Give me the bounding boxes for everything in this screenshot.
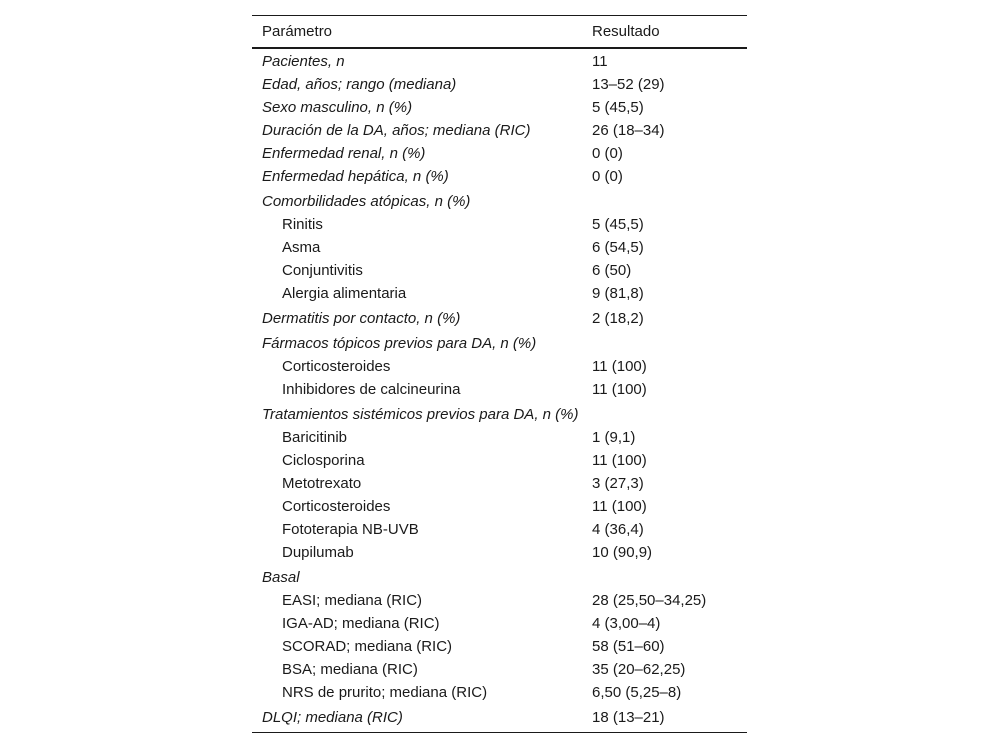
row-result: 6,50 (5,25–8) <box>592 684 682 701</box>
table-row <box>252 403 747 426</box>
row-param: Dermatitis por contacto, n (%) <box>262 310 461 327</box>
row-param: Conjuntivitis <box>282 262 363 279</box>
table-row <box>252 282 747 305</box>
row-param: BSA; mediana (RIC) <box>282 661 418 678</box>
row-param: Corticosteroides <box>282 358 391 375</box>
row-param: Rinitis <box>282 216 323 233</box>
row-param: Enfermedad hepática, n (%) <box>262 168 449 185</box>
row-result: 11 (100) <box>592 381 647 398</box>
row-param: Corticosteroides <box>282 498 391 515</box>
table-row <box>252 213 747 236</box>
row-param: Ciclosporina <box>282 452 365 469</box>
table-row <box>252 612 747 635</box>
row-result: 1 (9,1) <box>592 429 636 446</box>
row-result: 2 (18,2) <box>592 310 644 327</box>
row-result: 26 (18–34) <box>592 122 665 139</box>
row-result: 4 (3,00–4) <box>592 615 661 632</box>
table-row <box>252 706 747 729</box>
table-bottom-rule <box>252 732 747 733</box>
table-row <box>252 378 747 401</box>
row-param: IGA-AD; mediana (RIC) <box>282 615 440 632</box>
header-param: Parámetro <box>262 23 333 40</box>
row-param: Tratamientos sistémicos previos para DA, n (%) <box>262 406 579 423</box>
table-row <box>252 332 747 355</box>
row-result: 11 (100) <box>592 358 647 375</box>
table-row <box>252 658 747 681</box>
row-param: Basal <box>262 569 300 586</box>
table-row <box>252 426 747 449</box>
row-result: 5 (45,5) <box>592 99 644 116</box>
row-result: 5 (45,5) <box>592 216 644 233</box>
row-param: Edad, años; rango (mediana) <box>262 76 457 93</box>
table-row <box>252 495 747 518</box>
row-param: SCORAD; mediana (RIC) <box>282 638 453 655</box>
table-row <box>252 96 747 119</box>
table-row <box>252 190 747 213</box>
table-row <box>252 681 747 704</box>
row-param: Duración de la DA, años; mediana (RIC) <box>262 122 531 139</box>
row-param: EASI; mediana (RIC) <box>282 592 423 609</box>
row-result: 11 (100) <box>592 498 647 515</box>
table-row <box>252 566 747 589</box>
table-row <box>252 635 747 658</box>
row-result: 35 (20–62,25) <box>592 661 686 678</box>
row-param: Enfermedad renal, n (%) <box>262 145 426 162</box>
row-result: 28 (25,50–34,25) <box>592 592 707 609</box>
row-result: 10 (90,9) <box>592 544 653 561</box>
header-result: Resultado <box>592 23 660 40</box>
table-row <box>252 518 747 541</box>
table-row <box>252 165 747 188</box>
table-row <box>252 589 747 612</box>
table-row <box>252 259 747 282</box>
table-row <box>252 73 747 96</box>
row-param: Fototerapia NB-UVB <box>282 521 419 538</box>
row-param: Sexo masculino, n (%) <box>262 99 413 116</box>
table-row <box>252 119 747 142</box>
row-param: Pacientes, n <box>262 53 345 70</box>
row-param: Fármacos tópicos previos para DA, n (%) <box>262 335 537 352</box>
row-result: 11 (100) <box>592 452 647 469</box>
table-header <box>252 16 747 47</box>
row-param: NRS de prurito; mediana (RIC) <box>282 684 488 701</box>
data-table <box>252 15 747 733</box>
row-param: Asma <box>282 239 321 256</box>
row-param: Inhibidores de calcineurina <box>282 381 461 398</box>
row-param: DLQI; mediana (RIC) <box>262 709 403 726</box>
row-result: 6 (54,5) <box>592 239 644 256</box>
row-result: 18 (13–21) <box>592 709 665 726</box>
row-result: 13–52 (29) <box>592 76 665 93</box>
row-result: 58 (51–60) <box>592 638 665 655</box>
table-body <box>252 49 747 732</box>
table-row <box>252 541 747 564</box>
table-row <box>252 236 747 259</box>
row-param: Comorbilidades atópicas, n (%) <box>262 193 471 210</box>
table-row <box>252 355 747 378</box>
row-result: 4 (36,4) <box>592 521 644 538</box>
row-param: Alergia alimentaria <box>282 285 407 302</box>
table-row <box>252 142 747 165</box>
table-row <box>252 50 747 73</box>
table-row <box>252 449 747 472</box>
row-result: 0 (0) <box>592 168 623 185</box>
table-row <box>252 472 747 495</box>
row-result: 9 (81,8) <box>592 285 644 302</box>
row-result: 6 (50) <box>592 262 632 279</box>
row-param: Metotrexato <box>282 475 362 492</box>
row-result: 11 <box>592 53 608 70</box>
row-param: Baricitinib <box>282 429 348 446</box>
row-result: 0 (0) <box>592 145 623 162</box>
row-result: 3 (27,3) <box>592 475 644 492</box>
row-param: Dupilumab <box>282 544 354 561</box>
table-row <box>252 307 747 330</box>
